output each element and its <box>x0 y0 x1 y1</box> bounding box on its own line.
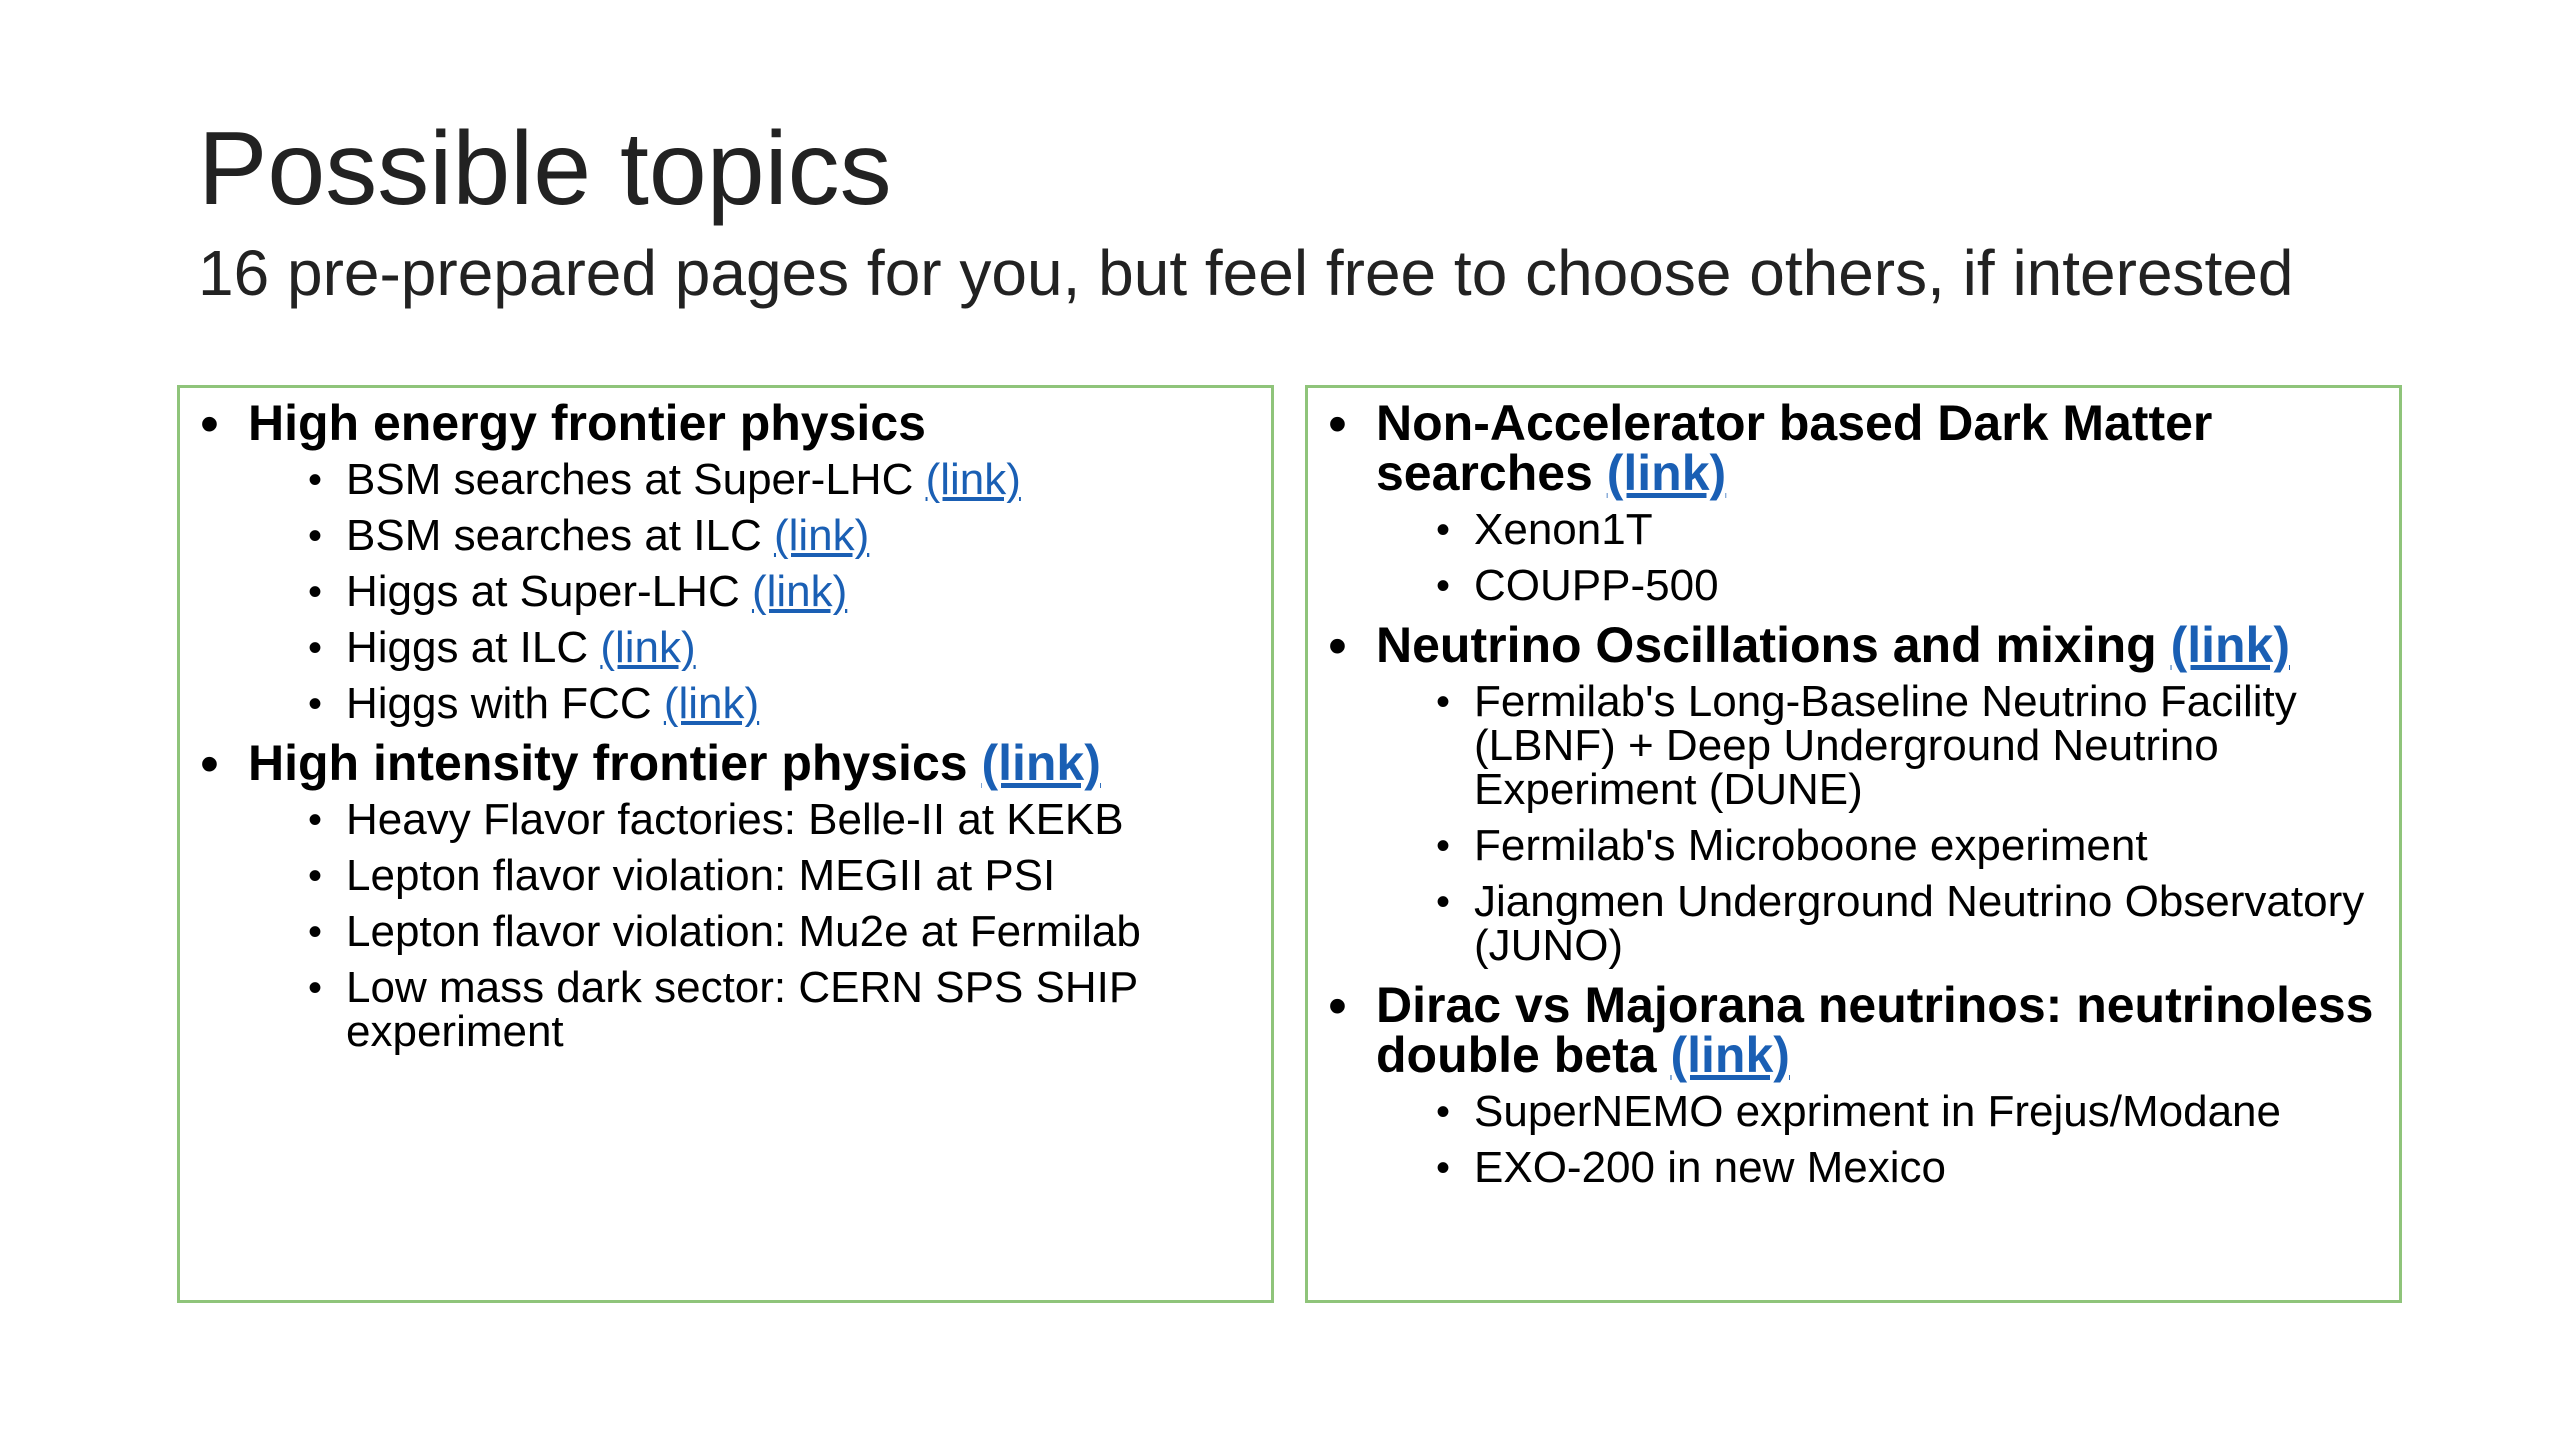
topic-link[interactable]: (link) <box>981 735 1101 791</box>
sub-topic-list <box>1406 677 2399 970</box>
bullet-icon: • <box>1436 880 1451 924</box>
topic-link[interactable]: (link) <box>663 679 760 728</box>
topic-link[interactable]: (link) <box>2170 617 2290 673</box>
topic-title: Dirac vs Majorana neutrinos: neutrinoless double beta (link) <box>1376 977 2374 1083</box>
topic-link[interactable]: (link) <box>925 455 1021 504</box>
bullet-icon: • <box>308 570 323 614</box>
topic-title: Non-Accelerator based Dark Matter searches (link) <box>1376 395 2213 501</box>
list-item: • Low mass dark sector: CERN SPS SHIP experiment <box>308 963 1138 1056</box>
bullet-icon: • <box>308 966 323 1010</box>
slide-subtitle: 16 pre-prepared pages for you, but feel free to choose others, if interested <box>198 237 2294 309</box>
bullet-icon: • <box>308 514 323 558</box>
topic-list <box>1308 394 2399 1192</box>
sub-topic-list <box>1406 1087 2399 1192</box>
list-item: • Lepton flavor violation: MEGII at PSI <box>308 851 1056 900</box>
slide-title: Possible topics <box>198 111 892 227</box>
bullet-icon: • <box>200 394 219 454</box>
left-topics-panel <box>177 385 1274 1303</box>
bullet-icon: • <box>1436 680 1451 724</box>
topic-link[interactable]: (link) <box>1670 1027 1790 1083</box>
bullet-icon: • <box>1328 394 1347 454</box>
bullet-icon: • <box>308 682 323 726</box>
list-item: • COUPP-500 <box>1436 561 1719 610</box>
bullet-icon: • <box>308 458 323 502</box>
bullet-icon: • <box>308 798 323 842</box>
bullet-icon: • <box>1328 976 1347 1036</box>
bullet-icon: • <box>1436 1090 1451 1134</box>
bullet-icon: • <box>1436 564 1451 608</box>
list-item: • Higgs at ILC (link) <box>308 623 696 672</box>
bullet-icon: • <box>1328 616 1347 676</box>
topic-high-energy <box>180 394 1271 728</box>
topic-title: Neutrino Oscillations and mixing (link) <box>1376 617 2290 673</box>
bullet-icon: • <box>1436 508 1451 552</box>
topic-list <box>180 394 1271 1056</box>
list-item: • Heavy Flavor factories: Belle-II at KEKB <box>308 795 1124 844</box>
list-item: • Fermilab's Microboone experiment <box>1436 821 2148 870</box>
list-item: • Lepton flavor violation: Mu2e at Fermilab <box>308 907 1141 956</box>
sub-topic-list <box>1406 505 2399 610</box>
bullet-icon: • <box>308 626 323 670</box>
list-item: • BSM searches at Super-LHC (link) <box>308 455 1021 504</box>
list-item: • Higgs with FCC (link) <box>308 679 760 728</box>
topic-link[interactable]: (link) <box>773 511 870 560</box>
sub-topic-list <box>278 795 1271 1056</box>
topic-title: High energy frontier physics <box>248 395 926 451</box>
right-topics-panel <box>1305 385 2402 1303</box>
list-item: • BSM searches at ILC (link) <box>308 511 870 560</box>
list-item: • Fermilab's Long-Baseline Neutrino Facility (LBNF) + Deep Underground Neutrino Experiment (DUNE) <box>1436 677 2297 814</box>
bullet-icon: • <box>1436 824 1451 868</box>
topic-neutrino-oscillations <box>1308 616 2399 970</box>
topic-link[interactable]: (link) <box>1606 445 1727 501</box>
bullet-icon: • <box>1436 1146 1451 1190</box>
list-item: • Jiangmen Underground Neutrino Observatory (JUNO) <box>1436 877 2365 970</box>
topic-dark-matter <box>1308 394 2399 610</box>
list-item: • Xenon1T <box>1436 505 1653 554</box>
topic-dirac-majorana <box>1308 976 2399 1192</box>
sub-topic-list <box>278 455 1271 728</box>
list-item: • SuperNEMO expriment in Frejus/Modane <box>1436 1087 2281 1136</box>
topic-high-intensity <box>180 734 1271 1056</box>
topic-link[interactable]: (link) <box>600 623 696 672</box>
topic-title: High intensity frontier physics (link) <box>248 735 1101 791</box>
topic-link[interactable]: (link) <box>751 567 848 616</box>
bullet-icon: • <box>200 734 219 794</box>
list-item: • Higgs at Super-LHC (link) <box>308 567 848 616</box>
bullet-icon: • <box>308 854 323 898</box>
bullet-icon: • <box>308 910 323 954</box>
list-item: • EXO-200 in new Mexico <box>1436 1143 1946 1192</box>
